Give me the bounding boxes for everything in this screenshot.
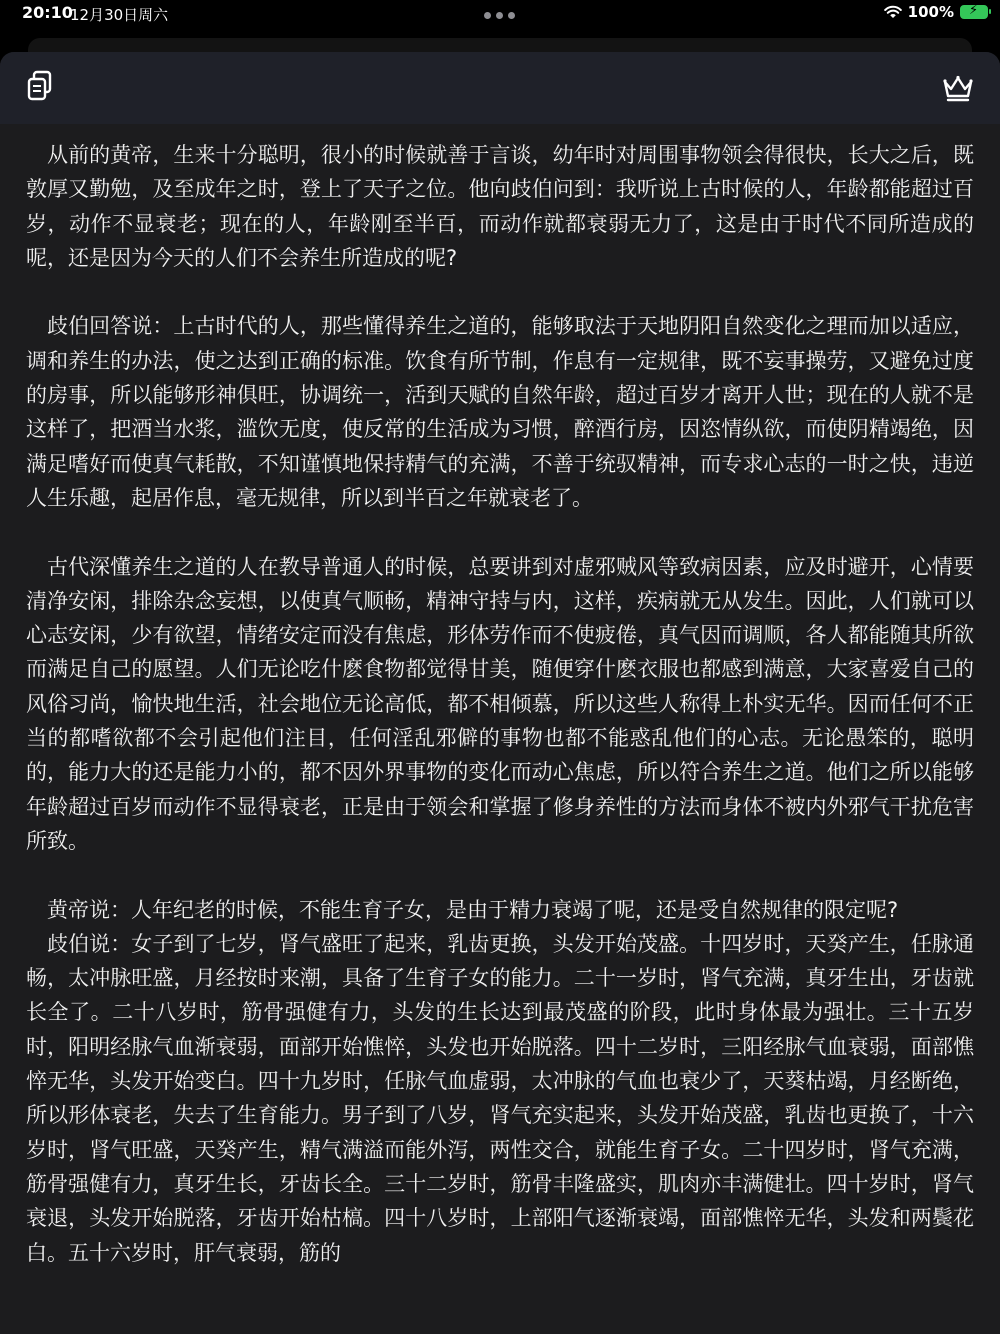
status-time: 20:10 — [22, 3, 73, 22]
toolbar — [0, 52, 1000, 124]
status-right — [884, 3, 988, 21]
crown-icon[interactable] — [942, 74, 974, 102]
paragraph-4: 黄帝说：人年纪老的时候，不能生育子女，是由于精力衰竭了呢，还是受自然规律的限定呢? — [47, 897, 899, 922]
multitasking-dots-icon[interactable] — [484, 12, 515, 19]
battery-icon — [960, 5, 988, 19]
wifi-icon — [884, 5, 902, 19]
paragraph-5: 歧伯说：女子到了七岁，肾气盛旺了起来，乳齿更换，头发开始茂盛。十四岁时，天癸产生，任脉通畅，太冲脉旺盛，月经按时来潮，具备了生育子女的能力。二十一岁时，肾气充满，真牙生出，牙齿就长全了。二十八岁时，筋骨强健有力，头发的生长达到最茂盛的阶段，此时身体最为强壮。三十五岁时，阳明经脉气血渐衰弱，面部开始憔悴，头发也开始脱落。四十二岁时，三阳经脉气血衰弱，面部憔悴无华，头发开始变白。四十九岁时，任脉气血虚弱，太冲脉的气血也衰少了，天葵枯竭，月经断绝，所以形体衰老，失去了生育能力。男子到了八岁，肾气充实起来，头发开始茂盛，乳齿也更换了，十六岁时，肾气旺盛，天癸产生，精气满溢而能外泻，两性交合，就能生育子女。二十四岁时，肾气充满，筋骨强健有力，真牙生长，牙齿长全。三十二岁时，筋骨丰隆盛实，肌肉亦丰满健壮。四十岁时，肾气衰退，头发开始脱落，牙齿开始枯槁。四十八岁时，上部阳气逐渐衰竭，面部憔悴无华，头发和两鬓花白。五十六岁时，肝气衰弱，筋的 — [26, 931, 974, 1265]
paragraph-2: 歧伯回答说：上古时代的人，那些懂得养生之道的，能够取法于天地阴阳自然变化之理而加以适应，调和养生的办法，使之达到正确的标准。饮食有所节制，作息有一定规律，既不妄事操劳，又避免过度的房事，所以能够形神俱旺，协调统一，活到天赋的自然年龄，超过百岁才离开人世；现在的人就不是这样了，把酒当水浆，滥饮无度，使反常的生活成为习惯，醉酒行房，因恣情纵欲，而使阴精竭绝，因满足嗜好而使真气耗散，不知谨慎地保持精气的充满，不善于统驭精神，而专求心志的一时之快，违逆人生乐趣，起居作息，毫无规律，所以到半百之年就衰老了。 — [26, 314, 974, 510]
battery-percent: 100% — [907, 3, 954, 21]
reader-sheet — [0, 52, 1000, 1334]
status-bar — [0, 0, 1000, 30]
status-date: 12月30日周六 — [70, 6, 169, 24]
charging-bolt-icon: ⚡ — [969, 3, 979, 18]
article-content — [26, 138, 974, 1286]
paragraph-1: 从前的黄帝，生来十分聪明，很小的时候就善于言谈，幼年时对周围事物领会得很快，长大之后，既敦厚又勤勉，及至成年之时，登上了天子之位。他向歧伯问到：我听说上古时候的人，年龄都能超过百岁，动作不显衰老；现在的人，年龄刚至半百，而动作就都衰弱无力了，这是由于时代不同所造成的呢，还是因为今天的人们不会养生所造成的呢? — [26, 143, 974, 270]
copy-icon[interactable] — [26, 70, 54, 102]
paragraph-3: 古代深懂养生之道的人在教导普通人的时候，总要讲到对虚邪贼风等致病因素，应及时避开，心情要清净安闲，排除杂念妄想，以使真气顺畅，精神守持与内，这样，疾病就无从发生。因此，人们就可以心志安闲，少有欲望，情绪安定而没有焦虑，形体劳作而不使疲倦，真气因而调顺，各人都能随其所欲而满足自己的愿望。人们无论吃什麽食物都觉得甘美，随便穿什麽衣服也都感到满意，大家喜爱自己的风俗习尚，愉快地生活，社会地位无论高低，都不相倾慕，所以这些人称得上朴实无华。因而任何不正当的都嗜欲都不会引起他们注目，任何淫乱邪僻的事物也都不能惑乱他们的心志。无论愚笨的，聪明的，能力大的还是能力小的，都不因外界事物的变化而动心焦虑，所以符合养生之道。他们之所以能够年龄超过百岁而动作不显得衰老，正是由于领会和掌握了修身养性的方法而身体不被内外邪气干扰危害所致。 — [26, 554, 974, 853]
